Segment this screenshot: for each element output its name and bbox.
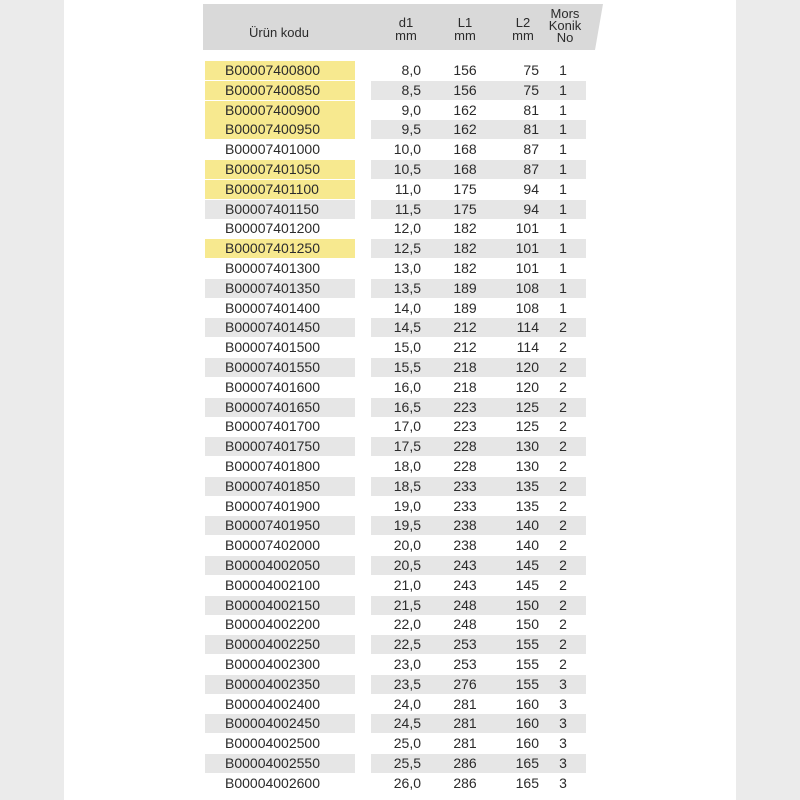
mors-konik-value: 3 — [559, 754, 567, 771]
header-l2-label: L2 — [515, 15, 531, 30]
l1-value: 276 — [453, 675, 477, 692]
table-row — [203, 160, 595, 180]
header-l1-unit: mm — [454, 28, 476, 43]
mors-konik-value: 2 — [559, 655, 567, 672]
l2-value: 140 — [515, 517, 539, 534]
product-code: B00007401100 — [225, 180, 319, 197]
d1-value: 15,0 — [393, 339, 421, 356]
d1-value: 21,0 — [393, 576, 421, 593]
d1-value: 24,0 — [393, 695, 421, 712]
l2-value: 160 — [515, 715, 539, 732]
product-code: B00007401300 — [225, 259, 320, 276]
mors-konik-value: 1 — [559, 299, 567, 316]
mors-konik-value: 3 — [559, 735, 567, 752]
mors-konik-value: 2 — [559, 596, 567, 613]
l2-value: 160 — [515, 695, 539, 712]
l2-value: 75 — [523, 81, 539, 98]
table-row — [203, 596, 595, 616]
table-row — [203, 299, 595, 319]
table-row — [203, 774, 595, 794]
l1-value: 233 — [453, 477, 477, 494]
product-code: B00007401850 — [225, 477, 320, 494]
l1-value: 212 — [453, 319, 477, 336]
l2-value: 120 — [515, 358, 539, 375]
l1-value: 281 — [453, 695, 477, 712]
product-code: B00007401550 — [225, 358, 320, 375]
mors-konik-value: 1 — [559, 200, 567, 217]
table-body — [203, 61, 595, 793]
table-row — [203, 140, 595, 160]
table-row — [203, 695, 595, 715]
table-row — [203, 635, 595, 655]
mors-konik-value: 1 — [559, 101, 567, 118]
product-code: B00007401950 — [225, 517, 320, 534]
l1-value: 281 — [453, 715, 477, 732]
product-code: B00004002300 — [225, 655, 320, 672]
mors-konik-value: 2 — [559, 378, 567, 395]
d1-value: 18,0 — [393, 457, 421, 474]
product-code: B00004002600 — [225, 774, 320, 791]
d1-value: 16,0 — [393, 378, 421, 395]
product-code: B00007401750 — [225, 438, 320, 455]
table-row — [203, 239, 595, 259]
header-mors-line3: No — [556, 30, 574, 45]
l2-value: 108 — [515, 279, 539, 296]
mors-konik-value: 2 — [559, 477, 567, 494]
product-code: B00007400950 — [225, 121, 320, 138]
d1-value: 19,0 — [393, 497, 421, 514]
l1-value: 212 — [453, 339, 477, 356]
l1-value: 218 — [453, 358, 477, 375]
product-code: B00007401600 — [225, 378, 320, 395]
l1-value: 175 — [453, 200, 477, 217]
product-code: B00007401650 — [225, 398, 320, 415]
d1-value: 19,5 — [393, 517, 421, 534]
table-row — [203, 180, 595, 200]
l2-value: 160 — [515, 735, 539, 752]
l2-value: 101 — [515, 220, 539, 237]
d1-value: 20,0 — [393, 537, 421, 554]
table-row — [203, 219, 595, 239]
l1-value: 238 — [453, 517, 477, 534]
l1-value: 228 — [453, 457, 477, 474]
l1-value: 253 — [453, 636, 477, 653]
header-l2-unit: mm — [512, 28, 534, 43]
table-row — [203, 279, 595, 299]
table-row — [203, 259, 595, 279]
l2-value: 108 — [515, 299, 539, 316]
mors-konik-value: 2 — [559, 418, 567, 435]
l2-value: 140 — [515, 537, 539, 554]
table-row — [203, 120, 595, 140]
l1-value: 223 — [453, 418, 477, 435]
product-code: B00007402000 — [225, 537, 320, 554]
mors-konik-value: 2 — [559, 398, 567, 415]
mors-konik-value: 1 — [559, 240, 567, 257]
mors-konik-value: 1 — [559, 121, 567, 138]
l2-value: 87 — [523, 141, 539, 158]
mors-konik-value: 2 — [559, 576, 567, 593]
l2-value: 130 — [515, 438, 539, 455]
table-row — [203, 497, 595, 517]
l1-value: 189 — [453, 279, 477, 296]
d1-value: 21,5 — [393, 596, 421, 613]
l2-value: 155 — [515, 655, 539, 672]
l1-value: 189 — [453, 299, 477, 316]
catalog-page — [64, 0, 736, 800]
table-row — [203, 378, 595, 398]
d1-value: 8,5 — [401, 81, 421, 98]
l1-value: 233 — [453, 497, 477, 514]
header-l1 — [435, 16, 495, 42]
header-l1-label: L1 — [457, 15, 473, 30]
table-row — [203, 358, 595, 378]
d1-value: 25,5 — [393, 754, 421, 771]
mors-konik-value: 1 — [559, 81, 567, 98]
l2-value: 155 — [515, 675, 539, 692]
l1-value: 248 — [453, 616, 477, 633]
l2-value: 87 — [523, 160, 539, 177]
l1-value: 238 — [453, 537, 477, 554]
d1-value: 10,0 — [393, 141, 421, 158]
l1-value: 218 — [453, 378, 477, 395]
product-code: B00007401450 — [225, 319, 320, 336]
mors-konik-value: 3 — [559, 715, 567, 732]
l1-value: 182 — [453, 220, 477, 237]
product-code: B00004002100 — [225, 576, 320, 593]
l2-value: 94 — [523, 200, 539, 217]
mors-konik-value: 1 — [559, 220, 567, 237]
d1-value: 22,0 — [393, 616, 421, 633]
mors-konik-value: 2 — [559, 537, 567, 554]
l1-value: 223 — [453, 398, 477, 415]
header-mors-line2: Konik — [548, 18, 582, 33]
d1-value: 24,5 — [393, 715, 421, 732]
d1-value: 9,0 — [401, 101, 421, 118]
d1-value: 26,0 — [393, 774, 421, 791]
l1-value: 182 — [453, 240, 477, 257]
l1-value: 182 — [453, 259, 477, 276]
table-row — [203, 398, 595, 418]
d1-value: 11,5 — [394, 200, 421, 217]
mors-konik-value: 2 — [559, 319, 567, 336]
table-row — [203, 615, 595, 635]
product-code: B00007401400 — [225, 299, 320, 316]
l2-value: 165 — [515, 754, 539, 771]
l1-value: 156 — [453, 81, 477, 98]
d1-value: 16,5 — [393, 398, 421, 415]
header-d1-unit: mm — [395, 28, 417, 43]
table-row — [203, 754, 595, 774]
table-row — [203, 655, 595, 675]
mors-konik-value: 2 — [559, 517, 567, 534]
table-row — [203, 81, 595, 101]
table-row — [203, 714, 595, 734]
header-d1-label: d1 — [398, 15, 414, 30]
product-code: B00007401150 — [225, 200, 319, 217]
table-row — [203, 734, 595, 754]
d1-value: 13,5 — [393, 279, 421, 296]
l1-value: 228 — [453, 438, 477, 455]
l2-value: 145 — [515, 576, 539, 593]
l2-value: 165 — [515, 774, 539, 791]
mors-konik-value: 3 — [559, 774, 567, 791]
l1-value: 253 — [453, 655, 477, 672]
mors-konik-value: 1 — [559, 259, 567, 276]
product-code: B00007401200 — [225, 220, 320, 237]
mors-konik-value: 2 — [559, 358, 567, 375]
mors-konik-value: 3 — [559, 675, 567, 692]
product-code: B00004002550 — [225, 754, 320, 771]
d1-value: 25,0 — [393, 735, 421, 752]
l1-value: 243 — [453, 576, 477, 593]
d1-value: 14,0 — [393, 299, 421, 316]
l2-value: 114 — [516, 319, 539, 336]
l2-value: 114 — [516, 339, 539, 356]
product-code: B00007400800 — [225, 62, 320, 78]
l1-value: 243 — [453, 556, 477, 573]
product-code: B00007401900 — [225, 497, 320, 514]
product-code: B00004002400 — [225, 695, 320, 712]
product-code: B00004002450 — [225, 715, 320, 732]
l1-value: 168 — [453, 160, 477, 177]
d1-value: 18,5 — [393, 477, 421, 494]
header-mors-line1: Mors — [550, 6, 580, 21]
product-code: B00007401050 — [225, 160, 320, 177]
l2-value: 94 — [523, 180, 539, 197]
product-table — [203, 4, 595, 791]
product-code: B00004002150 — [225, 596, 320, 613]
mors-konik-value: 1 — [559, 279, 567, 296]
mors-konik-value: 1 — [559, 62, 567, 78]
d1-value: 8,0 — [401, 62, 421, 78]
l2-value: 125 — [515, 398, 539, 415]
d1-value: 22,5 — [393, 636, 421, 653]
mors-konik-value: 2 — [559, 556, 567, 573]
table-row — [203, 437, 595, 457]
l2-value: 130 — [515, 457, 539, 474]
mors-konik-value: 2 — [559, 636, 567, 653]
l2-value: 135 — [515, 477, 539, 494]
d1-value: 23,5 — [393, 675, 421, 692]
table-row — [203, 576, 595, 596]
l2-value: 75 — [523, 62, 539, 78]
mors-konik-value: 2 — [559, 457, 567, 474]
l1-value: 281 — [453, 735, 477, 752]
mors-konik-value: 1 — [559, 180, 567, 197]
product-code: B00007401000 — [225, 141, 320, 158]
d1-value: 17,5 — [393, 438, 421, 455]
table-row — [203, 338, 595, 358]
l1-value: 162 — [453, 101, 477, 118]
table-row — [203, 417, 595, 437]
d1-value: 20,5 — [393, 556, 421, 573]
mors-konik-value: 2 — [559, 339, 567, 356]
l2-value: 81 — [523, 101, 539, 118]
header-d1 — [371, 16, 441, 42]
l1-value: 156 — [453, 62, 477, 78]
product-code: B00007400850 — [225, 81, 320, 98]
mors-konik-value: 2 — [559, 438, 567, 455]
d1-value: 14,5 — [393, 319, 421, 336]
l1-value: 248 — [453, 596, 477, 613]
l2-value: 101 — [515, 259, 539, 276]
table-row — [203, 200, 595, 220]
product-code: B00004002350 — [225, 675, 320, 692]
table-row — [203, 536, 595, 556]
mors-konik-value: 2 — [559, 616, 567, 633]
l2-value: 135 — [515, 497, 539, 514]
table-row — [203, 101, 595, 121]
product-code: B00004002500 — [225, 735, 320, 752]
d1-value: 13,0 — [393, 259, 421, 276]
product-code: B00007401500 — [225, 339, 320, 356]
table-row — [203, 477, 595, 497]
d1-value: 23,0 — [393, 655, 421, 672]
product-code: B00007401250 — [225, 240, 320, 257]
mors-konik-value: 1 — [559, 141, 567, 158]
table-header — [203, 4, 595, 50]
l2-value: 145 — [515, 556, 539, 573]
product-code: B00007401350 — [225, 279, 320, 296]
l2-value: 101 — [515, 240, 539, 257]
mors-konik-value: 2 — [559, 497, 567, 514]
product-code: B00004002250 — [225, 636, 320, 653]
l1-value: 162 — [453, 121, 477, 138]
mors-konik-value: 3 — [559, 695, 567, 712]
l1-value: 286 — [453, 774, 477, 791]
product-code: B00007400900 — [225, 101, 320, 118]
d1-value: 9,5 — [401, 121, 421, 138]
l2-value: 81 — [523, 121, 539, 138]
l2-value: 120 — [515, 378, 539, 395]
l1-value: 175 — [453, 180, 477, 197]
d1-value: 10,5 — [393, 160, 421, 177]
table-row — [203, 516, 595, 536]
table-row — [203, 61, 595, 81]
product-code: B00004002200 — [225, 616, 320, 633]
table-row — [203, 556, 595, 576]
d1-value: 12,5 — [393, 240, 421, 257]
product-code: B00007401800 — [225, 457, 320, 474]
l1-value: 286 — [453, 754, 477, 771]
table-row — [203, 675, 595, 695]
d1-value: 17,0 — [393, 418, 421, 435]
table-row — [203, 318, 595, 338]
l2-value: 150 — [515, 596, 539, 613]
d1-value: 15,5 — [393, 358, 421, 375]
product-code: B00004002050 — [225, 556, 320, 573]
l2-value: 125 — [515, 418, 539, 435]
l2-value: 150 — [515, 616, 539, 633]
l1-value: 168 — [453, 141, 477, 158]
l2-value: 155 — [515, 636, 539, 653]
table-row — [203, 457, 595, 477]
d1-value: 11,0 — [394, 180, 421, 197]
mors-konik-value: 1 — [559, 160, 567, 177]
header-mors-konik-no — [543, 8, 587, 44]
product-code: B00007401700 — [225, 418, 320, 435]
d1-value: 12,0 — [393, 220, 421, 237]
header-urun-kodu: Ürün kodu — [249, 25, 309, 40]
